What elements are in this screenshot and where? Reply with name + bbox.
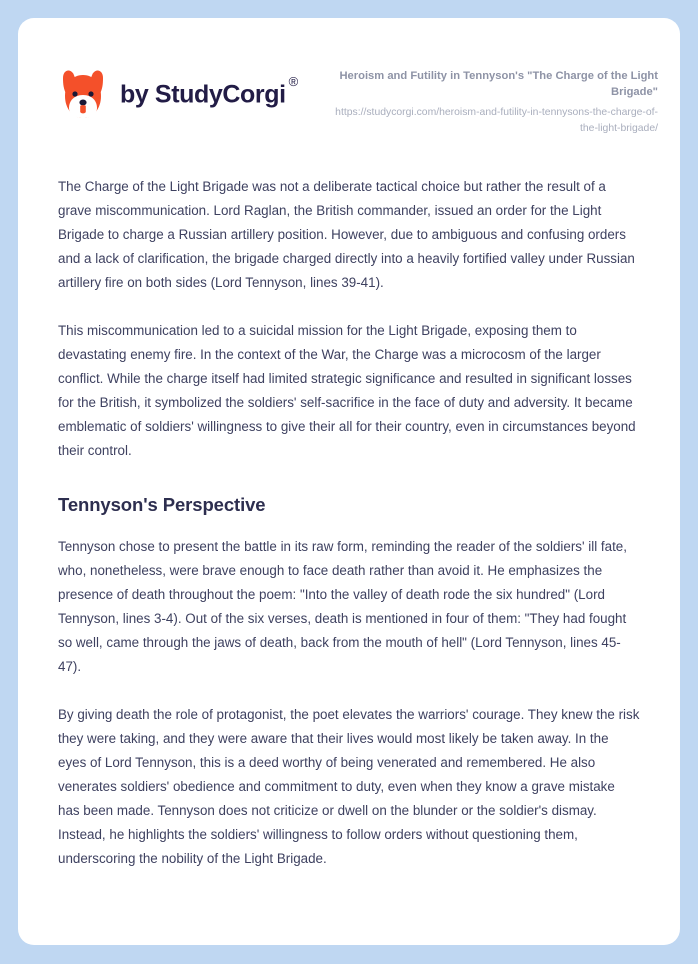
page-title: Heroism and Futility in Tennyson's "The Charge of the Light Brigade" [339,70,658,99]
body-paragraph: By giving death the role of protagonist, the poet elevates the warriors' courage. They knew the risk they were taking, and they were aware that their lives would most likely be taken away. In the eyes of Lord Tennyson, this is a deed worthy of being venerated and remembered. He also venerates soldiers' obedience and commitment to duty, even when they know a grave mistake has been made. Tennyson does not criticize or dwell on the blunder or the soldier's dismay. Instead, he highlights the soldiers' willingness to follow orders without questioning them, underscoring the nobility of the Light Brigade. [58,706,640,866]
body-paragraph: This miscommunication led to a suicidal mission for the Light Brigade, exposing them to devastating enemy fire. In the context of the War, the Charge was a microcosm of the larger conflict. While the charge itself had limited strategic significance and resulted in significant losses for the British, it symbolized the soldiers' self-sacrifice in the face of duty and adversity. It became emblematic of soldiers' willingness to give their all for their country, even in circumstances beyond their control. [58,322,636,458]
document-body [18,137,680,871]
brand-name [120,74,298,109]
brand-name-text: by StudyCorgi [120,80,286,109]
body-paragraph: The Charge of the Light Brigade was not a deliberate tactical choice but rather the result of a grave miscommunication. Lord Raglan, the British commander, issued an order for the Light Brigade to charge a Russian artillery position. However, due to ambiguous and confusing orders and a lack of clarification, the brigade charged directly into a heavily fortified valley under Russian artillery fire on both sides (Lord Tennyson, lines 39-41). [58,178,635,290]
source-url: https://studycorgi.com/heroism-and-futility-in-tennysons-the-charge-of-the-light-brigade/ [335,107,658,135]
body-paragraph: Tennyson chose to present the battle in its raw form, reminding the reader of the soldiers' ill fate, who, nonetheless, were brave enough to face death rather than avoid it. He emphasizes the presence of death throughout the poem: "Into the valley of death rode the six hundred" (Lord Tennyson, lines 3-4). Out of the six verses, death is mentioned in four of them: "They had fought so well, came through the jaws of death, back from the mouth of hell" (Lord Tennyson, lines 45-47). [58,538,627,674]
brand-logo-block [58,62,298,122]
header-meta [328,62,658,137]
document-page-card [18,18,680,945]
registered-trademark-icon: ® [288,74,298,90]
section-heading: Tennyson's Perspective [58,493,266,515]
corgi-face-icon [58,68,108,122]
document-header [18,18,680,137]
